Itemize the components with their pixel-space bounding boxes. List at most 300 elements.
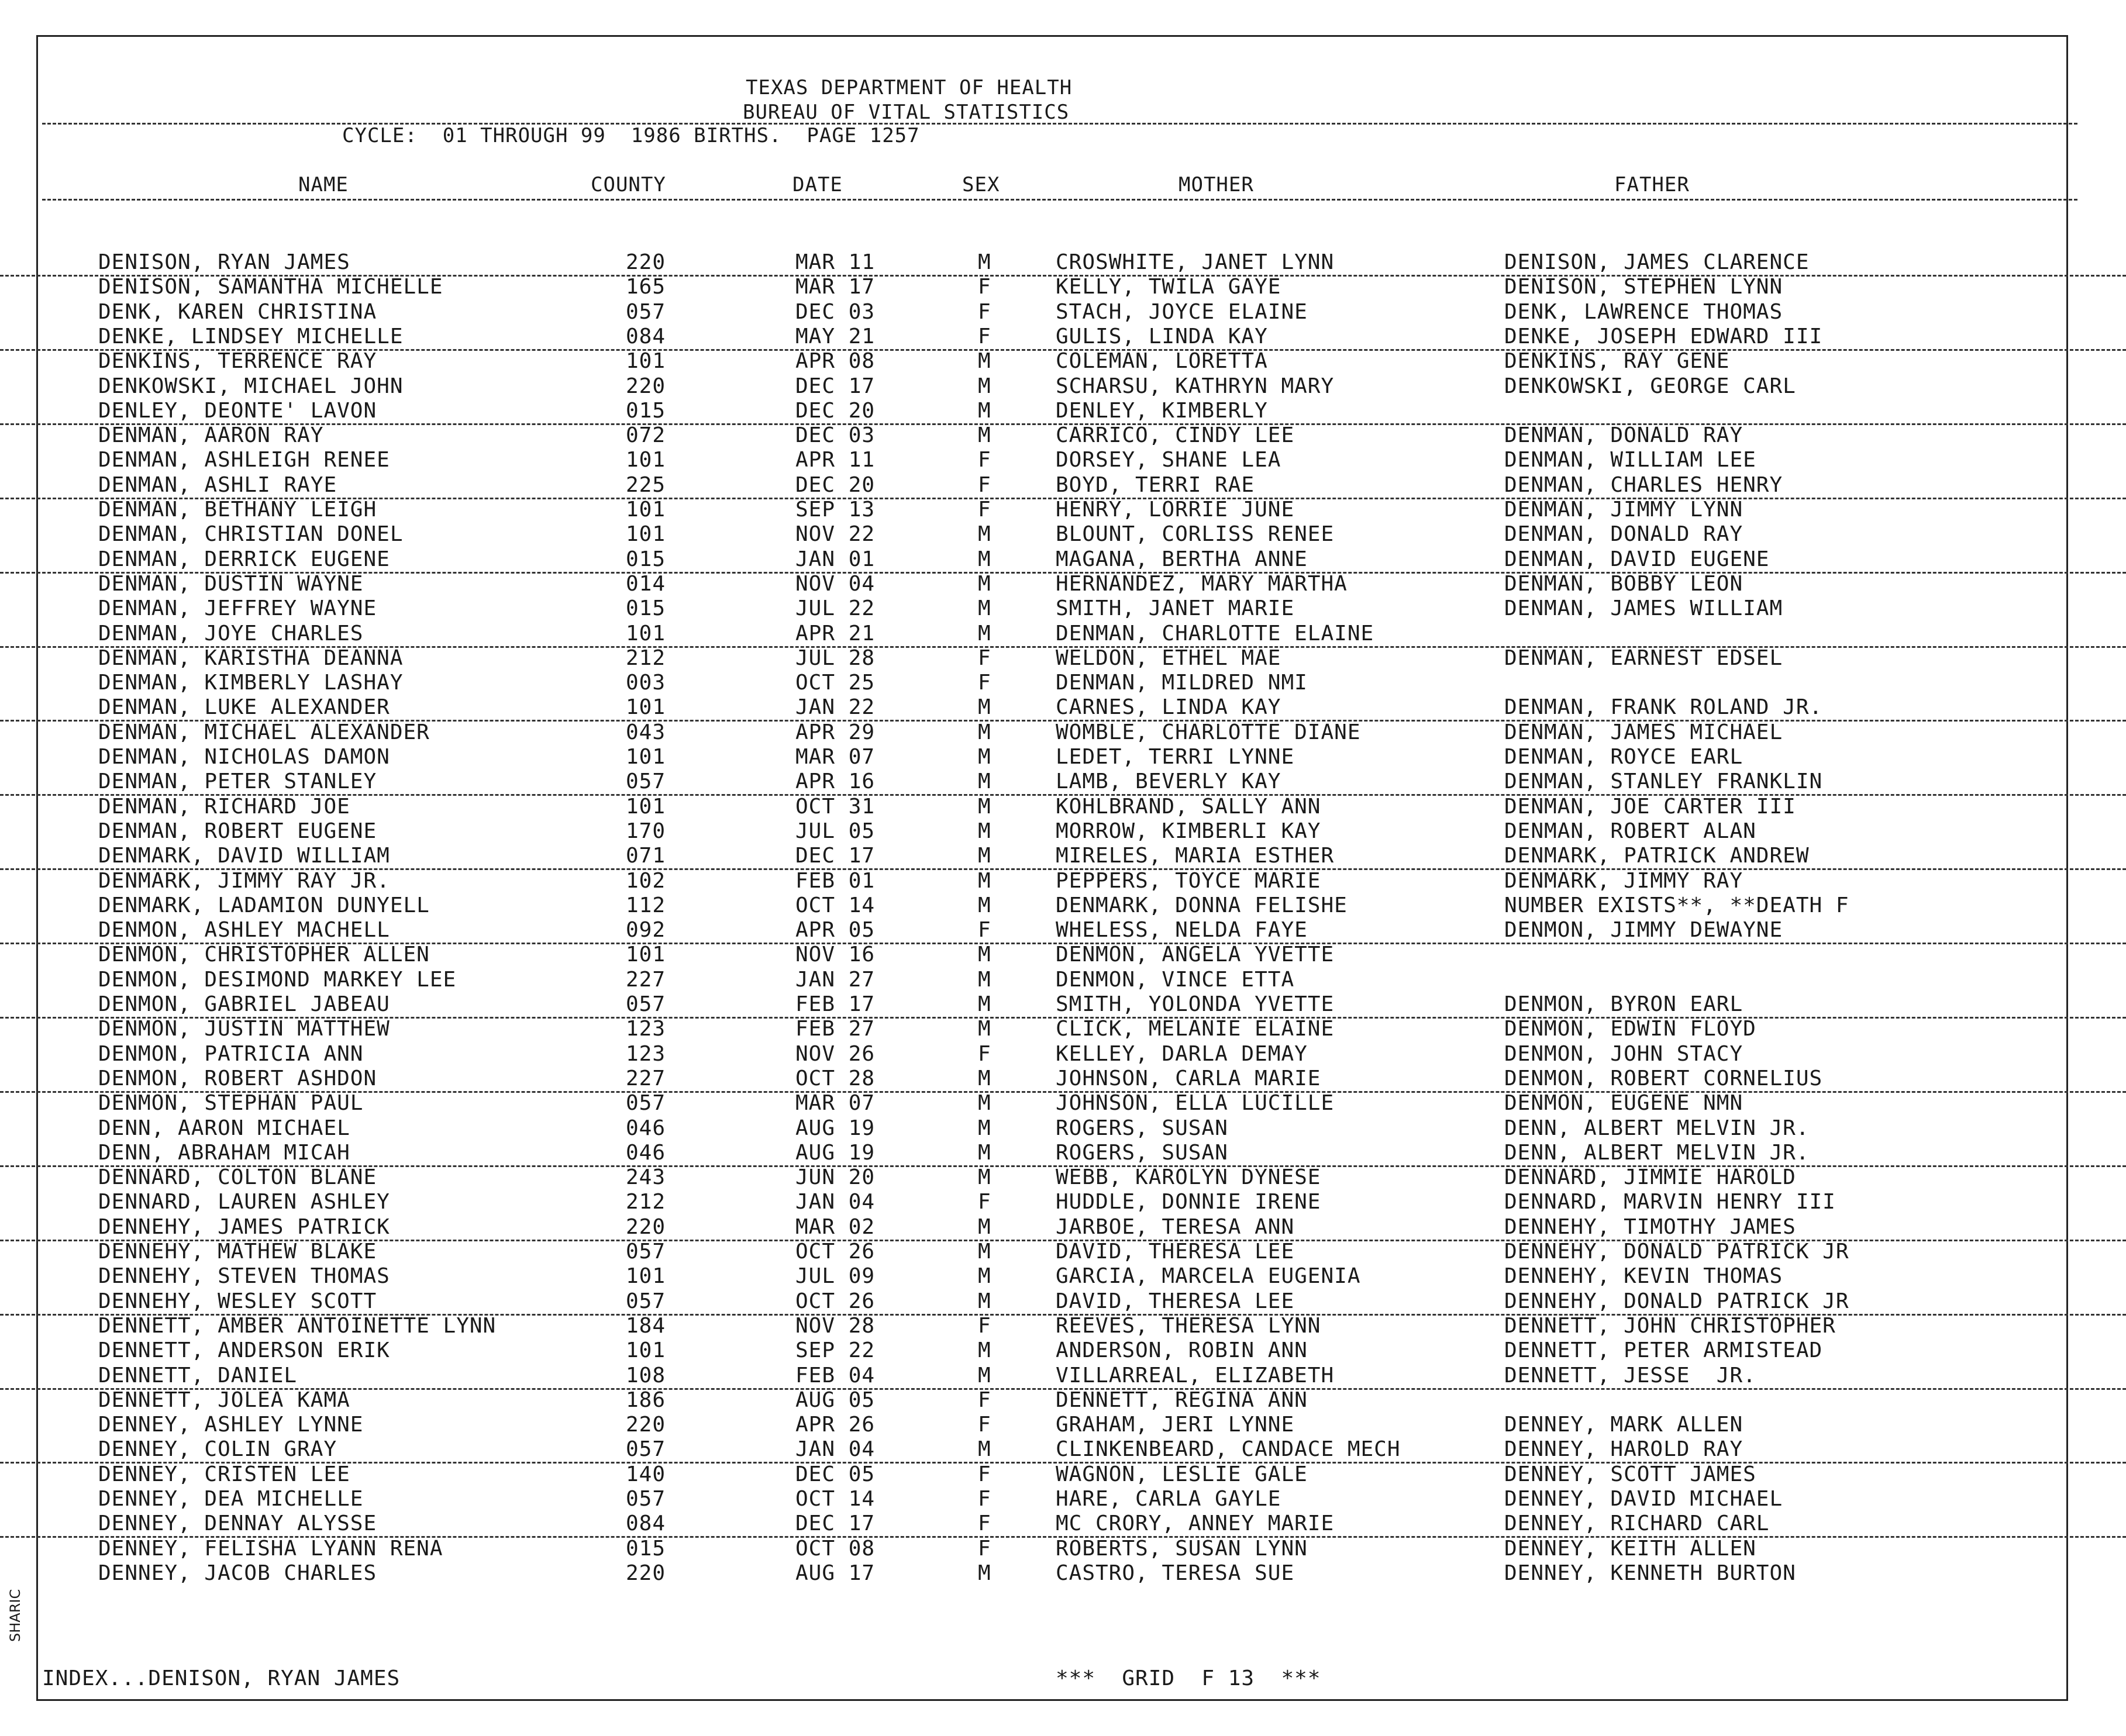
cell-father: DENMON, JIMMY DEWAYNE — [1504, 918, 1783, 943]
cell-name: DENMAN, JEFFREY WAYNE — [98, 596, 377, 621]
cell-county: 123 — [626, 1041, 666, 1066]
cell-mother: KELLEY, DARLA DEMAY — [1056, 1041, 1308, 1066]
cell-name: DENMON, ASHLEY MACHELL — [98, 918, 390, 943]
cell-county: 046 — [626, 1116, 666, 1140]
cell-name: DENNEY, ASHLEY LYNNE — [98, 1413, 364, 1437]
cell-mother: MORROW, KIMBERLI KAY — [1056, 819, 1321, 843]
cell-date: SEP 22 — [795, 1338, 876, 1363]
cell-county: 101 — [626, 745, 666, 769]
cell-sex: M — [978, 1264, 991, 1289]
cell-sex: M — [978, 423, 991, 448]
cell-father: DENMAN, BOBBY LEON — [1504, 571, 1743, 596]
cell-county: 101 — [626, 498, 666, 522]
cell-sex: M — [978, 1214, 991, 1239]
cell-date: JUN 20 — [795, 1165, 876, 1190]
table-row — [0, 1314, 2126, 1338]
cell-county: 212 — [626, 646, 666, 670]
cell-name: DENMON, DESIMOND MARKEY LEE — [98, 967, 457, 992]
cell-name: DENKOWSKI, MICHAEL JOHN — [98, 374, 404, 398]
cell-mother: KOHLBRAND, SALLY ANN — [1056, 794, 1321, 819]
col-date: DATE — [792, 173, 843, 196]
table-row — [0, 869, 2126, 893]
cell-sex: F — [978, 1413, 991, 1437]
table-row — [0, 1042, 2126, 1067]
cell-name: DENISON, SAMANTHA MICHELLE — [98, 275, 443, 299]
cell-father: DENMAN, WILLIAM LEE — [1504, 448, 1756, 472]
cell-mother: MAGANA, BERTHA ANNE — [1056, 547, 1308, 571]
table-row — [0, 1561, 2126, 1586]
table-row — [0, 819, 2126, 844]
cell-county: 014 — [626, 571, 666, 596]
cell-name: DENNETT, JOLEA KAMA — [98, 1388, 350, 1412]
cell-name: DENMARK, JIMMY RAY JR. — [98, 868, 390, 893]
cell-county: 220 — [626, 374, 666, 398]
cell-sex: M — [978, 596, 991, 621]
cell-county: 165 — [626, 275, 666, 299]
table-row — [0, 1165, 2126, 1190]
cell-date: OCT 28 — [795, 1066, 876, 1090]
cell-county: 220 — [626, 250, 666, 274]
cell-mother: HARE, CARLA GAYLE — [1056, 1487, 1281, 1511]
cell-sex: F — [978, 671, 991, 695]
cell-county: 101 — [626, 349, 666, 374]
cell-date: JAN 04 — [795, 1190, 876, 1214]
cell-mother: LEDET, TERRI LYNNE — [1056, 745, 1295, 769]
cell-father: DENMAN, DONALD RAY — [1504, 423, 1743, 448]
cell-mother: VILLARREAL, ELIZABETH — [1056, 1363, 1335, 1388]
cell-name: DENMON, GABRIEL JABEAU — [98, 992, 390, 1016]
cell-father: DENNEY, MARK ALLEN — [1504, 1413, 1743, 1437]
cell-father: DENNEHY, DONALD PATRICK JR — [1504, 1289, 1849, 1313]
cell-mother: DORSEY, SHANE LEA — [1056, 448, 1281, 472]
cell-name: DENMON, ROBERT ASHDON — [98, 1066, 377, 1090]
cell-father: DENNEY, KEITH ALLEN — [1504, 1536, 1756, 1561]
cell-sex: F — [978, 1041, 991, 1066]
cell-date: APR 05 — [795, 918, 876, 943]
cell-date: APR 29 — [795, 720, 876, 744]
cell-date: JUL 05 — [795, 819, 876, 843]
cell-county: 220 — [626, 1561, 666, 1585]
cell-father: DENN, ALBERT MELVIN JR. — [1504, 1140, 1810, 1165]
cell-father: DENKE, JOSEPH EDWARD III — [1504, 324, 1823, 348]
cell-name: DENMAN, DERRICK EUGENE — [98, 547, 390, 571]
table-row — [0, 968, 2126, 992]
cell-name: DENLEY, DEONTE' LAVON — [98, 398, 377, 423]
cell-mother: CASTRO, TERESA SUE — [1056, 1561, 1295, 1585]
cell-sex: M — [978, 720, 991, 744]
cell-mother: HERNANDEZ, MARY MARTHA — [1056, 571, 1348, 596]
table-row — [0, 300, 2126, 325]
cell-date: OCT 08 — [795, 1536, 876, 1561]
cell-name: DENN, AARON MICHAEL — [98, 1116, 350, 1140]
cell-mother: DAVID, THERESA LEE — [1056, 1240, 1295, 1264]
cell-date: DEC 17 — [795, 374, 876, 398]
cell-sex: M — [978, 349, 991, 374]
cell-sex: F — [978, 472, 991, 497]
cell-county: 003 — [626, 671, 666, 695]
cell-father: DENMAN, ROBERT ALAN — [1504, 819, 1756, 843]
cell-date: JUL 28 — [795, 646, 876, 670]
cell-sex: F — [978, 1487, 991, 1511]
cell-county: 101 — [626, 794, 666, 819]
cell-father: DENNETT, JESSE JR. — [1504, 1363, 1756, 1388]
cell-date: SEP 13 — [795, 498, 876, 522]
cell-date: MAY 21 — [795, 324, 876, 348]
table-row — [0, 943, 2126, 967]
cell-mother: CLINKENBEARD, CANDACE MECH — [1056, 1437, 1401, 1462]
cell-county: 071 — [626, 844, 666, 868]
side-label: SHARIC — [7, 1589, 23, 1642]
cell-name: DENISON, RYAN JAMES — [98, 250, 350, 274]
cell-name: DENNEY, CRISTEN LEE — [98, 1462, 350, 1486]
cell-sex: M — [978, 967, 991, 992]
table-row — [0, 720, 2126, 745]
cell-sex: M — [978, 745, 991, 769]
cell-sex: F — [978, 1190, 991, 1214]
table-row — [0, 399, 2126, 425]
cell-name: DENKE, LINDSEY MICHELLE — [98, 324, 404, 348]
cell-county: 015 — [626, 398, 666, 423]
cell-sex: M — [978, 819, 991, 843]
cell-county: 101 — [626, 1264, 666, 1289]
cell-sex: M — [978, 571, 991, 596]
cell-county: 140 — [626, 1462, 666, 1486]
cell-county: 123 — [626, 1017, 666, 1041]
cell-mother: SCHARSU, KATHRYN MARY — [1056, 374, 1335, 398]
col-name: NAME — [298, 173, 349, 196]
cell-county: 015 — [626, 1536, 666, 1561]
cell-date: NOV 22 — [795, 522, 876, 547]
cell-mother: JOHNSON, ELLA LUCILLE — [1056, 1091, 1335, 1116]
table-row — [0, 1190, 2126, 1214]
cell-county: 057 — [626, 769, 666, 794]
cell-date: JUL 09 — [795, 1264, 876, 1289]
cell-sex: M — [978, 250, 991, 274]
cell-name: DENNEY, FELISHA LYANN RENA — [98, 1536, 443, 1561]
cell-county: 108 — [626, 1363, 666, 1388]
cell-name: DENMAN, BETHANY LEIGH — [98, 498, 377, 522]
cell-name: DENMAN, KIMBERLY LASHAY — [98, 671, 404, 695]
cell-father: DENKINS, RAY GENE — [1504, 349, 1730, 374]
table-row — [0, 992, 2126, 1019]
cell-sex: M — [978, 1561, 991, 1585]
cell-mother: STACH, JOYCE ELAINE — [1056, 299, 1308, 324]
cell-county: 101 — [626, 943, 666, 967]
table-row — [0, 547, 2126, 574]
cell-date: DEC 03 — [795, 423, 876, 448]
cell-mother: ANDERSON, ROBIN ANN — [1056, 1338, 1308, 1363]
table-row — [0, 572, 2126, 596]
cell-name: DENNEHY, WESLEY SCOTT — [98, 1289, 377, 1313]
cell-sex: F — [978, 1462, 991, 1486]
table-row — [0, 1264, 2126, 1289]
cell-mother: CLICK, MELANIE ELAINE — [1056, 1017, 1335, 1041]
table-row — [0, 1289, 2126, 1316]
table-row — [0, 695, 2126, 722]
cell-name: DENMAN, CHRISTIAN DONEL — [98, 522, 404, 547]
cell-sex: M — [978, 1091, 991, 1116]
cell-father: DENMON, JOHN STACY — [1504, 1041, 1743, 1066]
column-divider — [42, 199, 2077, 201]
table-row — [0, 522, 2126, 547]
grid-label: *** GRID F 13 *** — [1056, 1666, 1321, 1690]
cell-father: DENK, LAWRENCE THOMAS — [1504, 299, 1783, 324]
cell-name: DENNEY, COLIN GRAY — [98, 1437, 337, 1462]
cell-father: DENMARK, PATRICK ANDREW — [1504, 844, 1810, 868]
cell-county: 092 — [626, 918, 666, 943]
cell-sex: M — [978, 893, 991, 917]
cell-mother: ROBERTS, SUSAN LYNN — [1056, 1536, 1308, 1561]
col-county: COUNTY — [591, 173, 666, 196]
cell-date: AUG 19 — [795, 1140, 876, 1165]
cell-mother: HENRY, LORRIE JUNE — [1056, 498, 1295, 522]
cell-name: DENNETT, AMBER ANTOINETTE LYNN — [98, 1313, 497, 1338]
table-row — [0, 275, 2126, 299]
cell-name: DENK, KAREN CHRISTINA — [98, 299, 377, 324]
cell-sex: F — [978, 324, 991, 348]
cell-sex: M — [978, 1165, 991, 1190]
cell-county: 112 — [626, 893, 666, 917]
cell-sex: M — [978, 844, 991, 868]
cell-county: 227 — [626, 1066, 666, 1090]
cell-father: DENMAN, EARNEST EDSEL — [1504, 646, 1783, 670]
cell-mother: DENMAN, CHARLOTTE ELAINE — [1056, 621, 1374, 646]
cell-sex: M — [978, 868, 991, 893]
cell-name: DENMAN, LUKE ALEXANDER — [98, 695, 390, 720]
cell-date: JUL 22 — [795, 596, 876, 621]
cell-name: DENKINS, TERRENCE RAY — [98, 349, 377, 374]
cell-mother: GULIS, LINDA KAY — [1056, 324, 1268, 348]
table-row — [0, 596, 2126, 621]
cell-father: DENNETT, JOHN CHRISTOPHER — [1504, 1313, 1836, 1338]
cycle-line: CYCLE: 01 THROUGH 99 1986 BIRTHS. PAGE 1257 — [342, 124, 920, 147]
cell-mother: REEVES, THERESA LYNN — [1056, 1313, 1321, 1338]
cell-father: DENNEY, RICHARD CARL — [1504, 1511, 1770, 1536]
cell-mother: WEBB, KAROLYN DYNESE — [1056, 1165, 1321, 1190]
cell-county: 101 — [626, 448, 666, 472]
cell-mother: DENMON, VINCE ETTA — [1056, 967, 1295, 992]
cell-name: DENNEY, DENNAY ALYSSE — [98, 1511, 377, 1536]
table-row — [0, 473, 2126, 499]
cell-father: DENMAN, JOE CARTER III — [1504, 794, 1796, 819]
table-row — [0, 1116, 2126, 1141]
cell-sex: M — [978, 547, 991, 571]
cell-sex: M — [978, 1240, 991, 1264]
cell-name: DENNETT, ANDERSON ERIK — [98, 1338, 390, 1363]
cell-mother: SMITH, JANET MARIE — [1056, 596, 1295, 621]
cell-father: DENNEHY, TIMOTHY JAMES — [1504, 1214, 1796, 1239]
cell-sex: M — [978, 1066, 991, 1090]
cell-date: MAR 02 — [795, 1214, 876, 1239]
cell-name: DENNEHY, MATHEW BLAKE — [98, 1240, 377, 1264]
cell-mother: CROSWHITE, JANET LYNN — [1056, 250, 1335, 274]
cell-county: 057 — [626, 1240, 666, 1264]
cell-mother: DENMAN, MILDRED NMI — [1056, 671, 1308, 695]
cell-date: MAR 07 — [795, 745, 876, 769]
cell-date: APR 11 — [795, 448, 876, 472]
cell-mother: KELLY, TWILA GAYE — [1056, 275, 1281, 299]
cell-sex: M — [978, 1338, 991, 1363]
cell-mother: PEPPERS, TOYCE MARIE — [1056, 868, 1321, 893]
col-father: FATHER — [1614, 173, 1690, 196]
cell-name: DENNEHY, STEVEN THOMAS — [98, 1264, 390, 1289]
cell-name: DENMAN, PETER STANLEY — [98, 769, 377, 794]
cell-sex: M — [978, 621, 991, 646]
cell-county: 057 — [626, 1437, 666, 1462]
cell-date: APR 08 — [795, 349, 876, 374]
cell-date: FEB 04 — [795, 1363, 876, 1388]
cell-father: DENMAN, FRANK ROLAND JR. — [1504, 695, 1823, 720]
cell-county: 057 — [626, 1289, 666, 1313]
table-row — [0, 646, 2126, 671]
cell-name: DENMAN, KARISTHA DEANNA — [98, 646, 404, 670]
cell-date: AUG 17 — [795, 1561, 876, 1585]
cell-sex: M — [978, 522, 991, 547]
cell-date: JAN 27 — [795, 967, 876, 992]
cell-father: DENNEHY, KEVIN THOMAS — [1504, 1264, 1783, 1289]
cell-county: 243 — [626, 1165, 666, 1190]
table-row — [0, 325, 2126, 351]
cell-sex: F — [978, 1536, 991, 1561]
cell-father: DENNEY, KENNETH BURTON — [1504, 1561, 1796, 1585]
cell-county: 102 — [626, 868, 666, 893]
table-row — [0, 1338, 2126, 1363]
cell-father: DENMON, EDWIN FLOYD — [1504, 1017, 1756, 1041]
cell-name: DENMARK, LADAMION DUNYELL — [98, 893, 430, 917]
cell-name: DENN, ABRAHAM MICAH — [98, 1140, 350, 1165]
cell-county: 101 — [626, 1338, 666, 1363]
cell-date: OCT 14 — [795, 893, 876, 917]
cell-date: OCT 25 — [795, 671, 876, 695]
cell-date: DEC 20 — [795, 472, 876, 497]
table-row — [0, 1462, 2126, 1487]
cell-mother: CARRICO, CINDY LEE — [1056, 423, 1295, 448]
cell-sex: M — [978, 1017, 991, 1041]
cell-sex: M — [978, 1363, 991, 1388]
cell-father: DENNARD, JIMMIE HAROLD — [1504, 1165, 1796, 1190]
cell-sex: F — [978, 646, 991, 670]
cell-father: DENKOWSKI, GEORGE CARL — [1504, 374, 1796, 398]
cell-date: DEC 17 — [795, 844, 876, 868]
cell-date: OCT 14 — [795, 1487, 876, 1511]
cell-county: 184 — [626, 1313, 666, 1338]
cell-sex: M — [978, 1289, 991, 1313]
cell-mother: ROGERS, SUSAN — [1056, 1116, 1228, 1140]
cell-county: 015 — [626, 596, 666, 621]
cell-sex: F — [978, 275, 991, 299]
table-row — [0, 423, 2126, 448]
cell-father: DENMAN, JAMES MICHAEL — [1504, 720, 1783, 744]
cell-county: 101 — [626, 621, 666, 646]
cell-father: DENISON, JAMES CLARENCE — [1504, 250, 1810, 274]
cell-date: DEC 05 — [795, 1462, 876, 1486]
cell-mother: JOHNSON, CARLA MARIE — [1056, 1066, 1321, 1090]
cell-sex: M — [978, 374, 991, 398]
cell-father: DENNEY, DAVID MICHAEL — [1504, 1487, 1783, 1511]
cell-county: 084 — [626, 324, 666, 348]
cell-father: DENMARK, JIMMY RAY — [1504, 868, 1743, 893]
cell-sex: M — [978, 695, 991, 720]
cell-mother: GARCIA, MARCELA EUGENIA — [1056, 1264, 1361, 1289]
table-row — [0, 1091, 2126, 1116]
cell-sex: F — [978, 918, 991, 943]
table-row — [0, 1240, 2126, 1264]
cell-father: DENMAN, DONALD RAY — [1504, 522, 1743, 547]
cell-date: OCT 26 — [795, 1240, 876, 1264]
cell-mother: DENLEY, KIMBERLY — [1056, 398, 1268, 423]
cell-sex: F — [978, 448, 991, 472]
table-row — [0, 374, 2126, 399]
table-row — [0, 1017, 2126, 1041]
cell-father: DENNETT, PETER ARMISTEAD — [1504, 1338, 1823, 1363]
cell-father: DENMAN, ROYCE EARL — [1504, 745, 1743, 769]
cell-county: 072 — [626, 423, 666, 448]
table-row — [0, 1215, 2126, 1241]
cell-name: DENMAN, MICHAEL ALEXANDER — [98, 720, 430, 744]
cell-county: 084 — [626, 1511, 666, 1536]
cell-county: 220 — [626, 1413, 666, 1437]
table-row — [0, 622, 2126, 648]
col-mother: MOTHER — [1179, 173, 1254, 196]
cell-date: FEB 27 — [795, 1017, 876, 1041]
index-line: INDEX...DENISON, RYAN JAMES — [42, 1666, 401, 1690]
table-row — [0, 893, 2126, 918]
cell-mother: DENMON, ANGELA YVETTE — [1056, 943, 1335, 967]
cell-date: AUG 05 — [795, 1388, 876, 1412]
cell-mother: DENMARK, DONNA FELISHE — [1056, 893, 1348, 917]
bureau-title: BUREAU OF VITAL STATISTICS — [743, 101, 1070, 124]
cell-mother: CARNES, LINDA KAY — [1056, 695, 1281, 720]
cell-name: DENNEHY, JAMES PATRICK — [98, 1214, 390, 1239]
cell-father: DENNEY, SCOTT JAMES — [1504, 1462, 1756, 1486]
cell-county: 057 — [626, 1091, 666, 1116]
cell-county: 225 — [626, 472, 666, 497]
cell-mother: WAGNON, LESLIE GALE — [1056, 1462, 1308, 1486]
cell-father: DENNEY, HAROLD RAY — [1504, 1437, 1743, 1462]
cell-mother: HUDDLE, DONNIE IRENE — [1056, 1190, 1321, 1214]
cell-name: DENMON, JUSTIN MATTHEW — [98, 1017, 390, 1041]
table-row — [0, 1413, 2126, 1437]
cell-date: NOV 04 — [795, 571, 876, 596]
cell-sex: M — [978, 1116, 991, 1140]
cell-name: DENMAN, ASHLEIGH RENEE — [98, 448, 390, 472]
cell-father: DENISON, STEPHEN LYNN — [1504, 275, 1783, 299]
cell-father: DENMAN, DAVID EUGENE — [1504, 547, 1770, 571]
table-row — [0, 250, 2126, 277]
cell-mother: GRAHAM, JERI LYNNE — [1056, 1413, 1295, 1437]
cell-mother: WHELESS, NELDA FAYE — [1056, 918, 1308, 943]
cell-county: 043 — [626, 720, 666, 744]
cell-father: DENMAN, JAMES WILLIAM — [1504, 596, 1783, 621]
cell-date: NOV 28 — [795, 1313, 876, 1338]
table-row — [0, 1487, 2126, 1511]
table-row — [0, 795, 2126, 819]
cell-name: DENNEY, JACOB CHARLES — [98, 1561, 377, 1585]
cell-date: DEC 03 — [795, 299, 876, 324]
table-row — [0, 844, 2126, 870]
cell-mother: BLOUNT, CORLISS RENEE — [1056, 522, 1335, 547]
agency-title: TEXAS DEPARTMENT OF HEALTH — [746, 76, 1073, 99]
table-row — [0, 1511, 2126, 1538]
cell-date: MAR 17 — [795, 275, 876, 299]
cell-date: NOV 16 — [795, 943, 876, 967]
cell-name: DENMAN, RICHARD JOE — [98, 794, 350, 819]
cell-date: OCT 26 — [795, 1289, 876, 1313]
cell-sex: M — [978, 943, 991, 967]
cell-mother: BOYD, TERRI RAE — [1056, 472, 1255, 497]
cell-name: DENNEY, DEA MICHELLE — [98, 1487, 364, 1511]
cell-mother: WELDON, ETHEL MAE — [1056, 646, 1281, 670]
